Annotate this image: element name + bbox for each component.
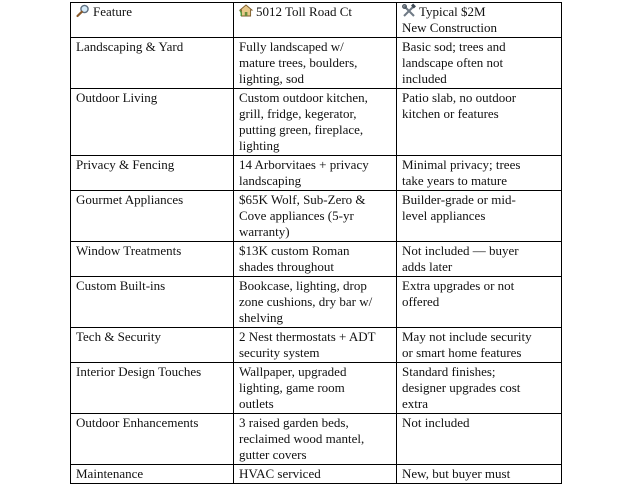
typical-cell: New, but buyer must	[397, 465, 562, 484]
table-row	[71, 242, 562, 277]
typical-cell: Extra upgrades or not offered	[397, 277, 562, 328]
feature-cell: Maintenance	[71, 465, 234, 484]
comparison-table	[70, 2, 562, 484]
feature-cell: Privacy & Fencing	[71, 156, 234, 191]
header-property	[234, 3, 397, 38]
property-cell: $65K Wolf, Sub-Zero & Cove appliances (5-yr warranty)	[234, 191, 397, 242]
property-cell: 2 Nest thermostats + ADT security system	[234, 328, 397, 363]
feature-cell: Custom Built-ins	[71, 277, 234, 328]
magnifier-icon	[76, 4, 90, 17]
header-property-label: 5012 Toll Road Ct	[256, 4, 352, 19]
feature-cell: Interior Design Touches	[71, 363, 234, 414]
table-row	[71, 363, 562, 414]
feature-cell: Landscaping & Yard	[71, 38, 234, 89]
property-cell: Custom outdoor kitchen, grill, fridge, kegerator, putting green, fireplace, lighting	[234, 89, 397, 156]
property-cell: $13K custom Roman shades throughout	[234, 242, 397, 277]
table-row	[71, 38, 562, 89]
header-typical	[397, 3, 562, 38]
table-row	[71, 465, 562, 484]
table-row	[71, 328, 562, 363]
table-row	[71, 89, 562, 156]
property-cell: HVAC serviced	[234, 465, 397, 484]
typical-cell: Not included	[397, 414, 562, 465]
table-row	[71, 156, 562, 191]
typical-cell: Builder-grade or mid- level appliances	[397, 191, 562, 242]
feature-cell: Gourmet Appliances	[71, 191, 234, 242]
table-row	[71, 191, 562, 242]
typical-cell: Patio slab, no outdoor kitchen or features	[397, 89, 562, 156]
property-cell: Wallpaper, upgraded lighting, game room outlets	[234, 363, 397, 414]
typical-cell: Not included — buyer adds later	[397, 242, 562, 277]
feature-cell: Tech & Security	[71, 328, 234, 363]
property-cell: Fully landscaped w/ mature trees, boulders, lighting, sod	[234, 38, 397, 89]
table-row	[71, 277, 562, 328]
feature-cell: Outdoor Enhancements	[71, 414, 234, 465]
typical-cell: Minimal privacy; trees take years to mature	[397, 156, 562, 191]
header-row	[71, 3, 562, 38]
header-typical-label: Typical $2M New Construction	[402, 4, 497, 35]
typical-cell: May not include security or smart home features	[397, 328, 562, 363]
table-row	[71, 414, 562, 465]
tools-icon	[402, 4, 416, 17]
house-icon	[239, 4, 253, 17]
header-feature-label: Feature	[93, 4, 132, 19]
property-cell: 14 Arborvitaes + privacy landscaping	[234, 156, 397, 191]
typical-cell: Basic sod; trees and landscape often not included	[397, 38, 562, 89]
feature-cell: Outdoor Living	[71, 89, 234, 156]
header-feature	[71, 3, 234, 38]
property-cell: Bookcase, lighting, drop zone cushions, dry bar w/ shelving	[234, 277, 397, 328]
property-cell: 3 raised garden beds, reclaimed wood mantel, gutter covers	[234, 414, 397, 465]
typical-cell: Standard finishes; designer upgrades cost extra	[397, 363, 562, 414]
feature-cell: Window Treatments	[71, 242, 234, 277]
